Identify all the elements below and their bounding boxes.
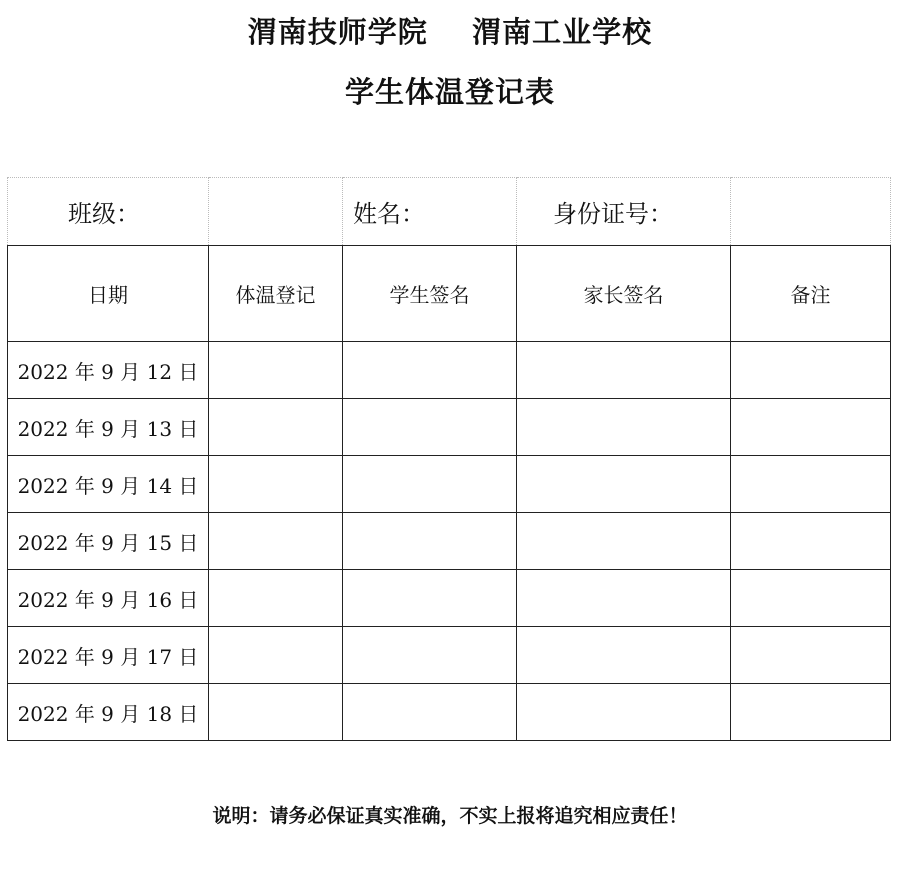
student-signature-cell[interactable]: [343, 513, 517, 570]
table-row: [8, 456, 891, 513]
header-row: [8, 246, 891, 342]
date-cell: 2022 年 9 月 17 日: [8, 627, 209, 684]
date-cell: 2022 年 9 月 16 日: [8, 570, 209, 627]
table-row: [8, 570, 891, 627]
table-row: [8, 399, 891, 456]
info-row: [8, 178, 891, 246]
parent-signature-cell[interactable]: [517, 342, 731, 399]
column-header-temperature: 体温登记: [209, 246, 343, 342]
temperature-cell[interactable]: [209, 570, 343, 627]
temperature-cell[interactable]: [209, 456, 343, 513]
parent-signature-cell[interactable]: [517, 399, 731, 456]
temperature-cell[interactable]: [209, 399, 343, 456]
remarks-cell[interactable]: [731, 342, 891, 399]
remarks-cell[interactable]: [731, 627, 891, 684]
parent-signature-cell[interactable]: [517, 684, 731, 741]
student-signature-cell[interactable]: [343, 684, 517, 741]
temperature-cell[interactable]: [209, 342, 343, 399]
temperature-cell[interactable]: [209, 513, 343, 570]
id-field[interactable]: [731, 178, 891, 246]
student-signature-cell[interactable]: [343, 456, 517, 513]
parent-signature-cell[interactable]: [517, 570, 731, 627]
student-signature-cell[interactable]: [343, 627, 517, 684]
remarks-cell[interactable]: [731, 570, 891, 627]
column-header-student-signature: 学生签名: [343, 246, 517, 342]
remarks-cell[interactable]: [731, 684, 891, 741]
table-row: [8, 342, 891, 399]
footer-note: 说明：请务必保证真实准确，不实上报将追究相应责任！: [212, 805, 688, 827]
school-title: 渭南技师学院 渭南工业学校: [247, 15, 653, 49]
column-header-date: 日期: [8, 246, 209, 342]
remarks-cell[interactable]: [731, 456, 891, 513]
student-signature-cell[interactable]: [343, 342, 517, 399]
parent-signature-cell[interactable]: [517, 513, 731, 570]
column-header-parent-signature: 家长签名: [517, 246, 731, 342]
date-cell: 2022 年 9 月 13 日: [8, 399, 209, 456]
class-field[interactable]: [209, 178, 343, 246]
name-label: 姓名：: [343, 178, 517, 246]
temperature-cell[interactable]: [209, 627, 343, 684]
temperature-table: [7, 177, 891, 741]
temperature-cell[interactable]: [209, 684, 343, 741]
parent-signature-cell[interactable]: [517, 627, 731, 684]
student-signature-cell[interactable]: [343, 399, 517, 456]
date-cell: 2022 年 9 月 18 日: [8, 684, 209, 741]
table-row: [8, 627, 891, 684]
id-label: 身份证号：: [517, 178, 731, 246]
form-title: 学生体温登记表: [344, 75, 555, 109]
column-header-remarks: 备注: [731, 246, 891, 342]
table-row: [8, 513, 891, 570]
remarks-cell[interactable]: [731, 513, 891, 570]
class-label: 班级：: [8, 178, 209, 246]
table-row: [8, 684, 891, 741]
student-signature-cell[interactable]: [343, 570, 517, 627]
date-cell: 2022 年 9 月 12 日: [8, 342, 209, 399]
parent-signature-cell[interactable]: [517, 456, 731, 513]
date-cell: 2022 年 9 月 14 日: [8, 456, 209, 513]
date-cell: 2022 年 9 月 15 日: [8, 513, 209, 570]
remarks-cell[interactable]: [731, 399, 891, 456]
